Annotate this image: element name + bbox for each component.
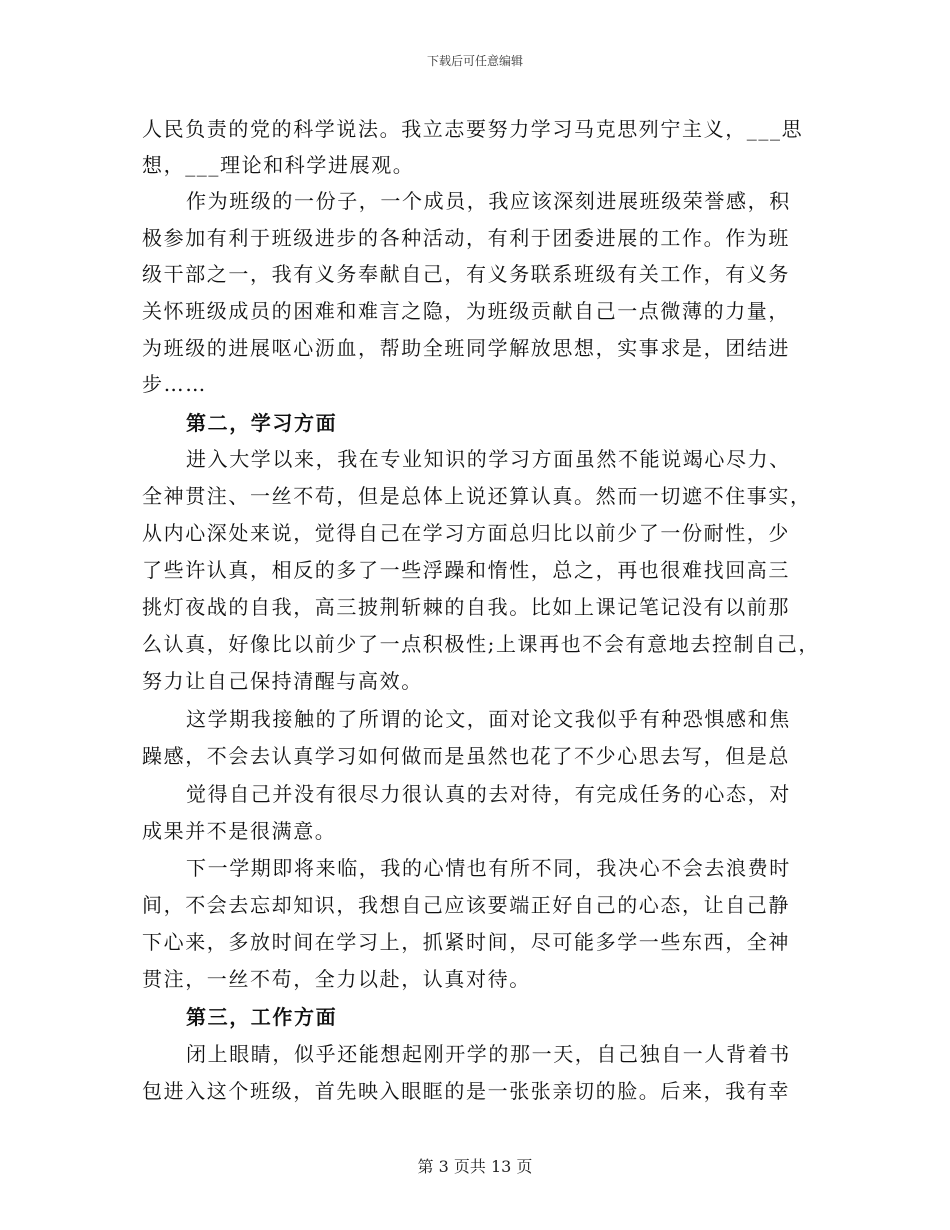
text-line: 努力让自己保持清醒与高效。 — [142, 669, 423, 693]
text-line: 这学期我接触的了所谓的论文，面对论文我似乎有种恐惧感和焦 — [186, 707, 791, 731]
text-line: 了些许认真，相反的多了一些浮躁和惰性，总之，再也很难找回高三 — [142, 558, 790, 582]
text-line: 从内心深处来说，觉得自己在学习方面总归比以前少了一份耐性，少 — [142, 521, 790, 545]
text-line: 进入大学以来，我在专业知识的学习方面虽然不能说竭心尽力、 — [186, 447, 791, 471]
text-line: 闭上眼睛，似乎还能想起刚开学的那一天，自己独自一人背着书 — [186, 1042, 791, 1066]
text-line: 极参加有利于班级进步的各种活动，有利于团委进展的工作。作为班 — [142, 226, 790, 250]
section-heading-study: 第二，学习方面 — [186, 411, 338, 435]
text-line: 挑灯夜战的自我，高三披荆斩棘的自我。比如上课记笔记没有以前那 — [142, 595, 790, 619]
section-heading-work: 第三，工作方面 — [186, 1005, 338, 1029]
text-line: 成果并不是很满意。 — [142, 819, 337, 843]
text-line: 作为班级的一份子，一个成员，我应该深刻进展班级荣誉感，积 — [186, 189, 791, 213]
text-line: 间，不会去忘却知识，我想自己应该要端正好自己的心态，让自己静 — [142, 893, 790, 917]
text-line: 下一学期即将来临，我的心情也有所不同，我决心不会去浪费时 — [186, 856, 791, 880]
text-line: 人民负责的党的科学说法。我立志要努力学习马克思列宁主义，___思 — [142, 117, 804, 141]
text-line: 关怀班级成员的困难和难言之隐，为班级贡献自己一点微薄的力量， — [142, 299, 790, 323]
text-line: 全神贯注、一丝不苟，但是总体上说还算认真。然而一切遮不住事实， — [142, 484, 812, 508]
text-line: 想，___理论和科学进展观。 — [142, 153, 415, 177]
text-line: 躁感，不会去认真学习如何做而是虽然也花了不少心思去写，但是总 — [142, 744, 790, 768]
text-line: 步…… — [142, 372, 207, 396]
text-line: 么认真，好像比以前少了一点积极性;上课再也不会有意地去控制自己， — [142, 632, 820, 656]
text-line: 觉得自己并没有很尽力很认真的去对待，有完成任务的心态，对 — [186, 782, 791, 806]
text-line: 级干部之一，我有义务奉献自己，有义务联系班级有关工作，有义务 — [142, 262, 790, 286]
text-line: 包进入这个班级，首先映入眼眶的是一张张亲切的脸。后来，我有幸 — [142, 1079, 790, 1103]
page-header: 下载后可任意编辑 — [426, 54, 523, 68]
page-footer: 第 3 页共 13 页 — [417, 1157, 533, 1176]
text-line: 下心来，多放时间在学习上，抓紧时间，尽可能多学一些东西，全神 — [142, 930, 790, 954]
text-line: 贯注，一丝不苟，全力以赴，认真对待。 — [142, 967, 531, 991]
text-line: 为班级的进展呕心沥血，帮助全班同学解放思想，实事求是，团结进 — [142, 336, 790, 360]
